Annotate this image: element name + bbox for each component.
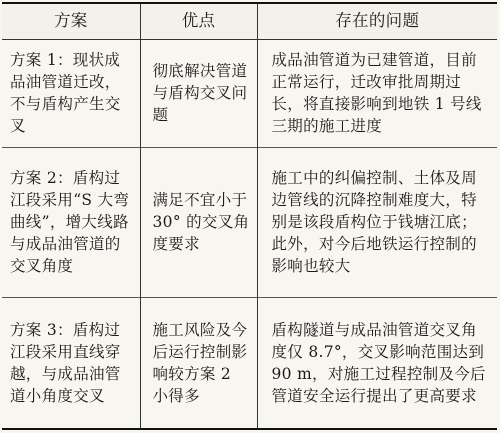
table-header [2,3,497,39]
advantage-cell: 满足不宜小于 30° 的交叉角度要求 [140,147,257,297]
table-row [2,39,497,147]
header-scheme: 方案 [2,3,140,39]
scheme-cell: 方案 2：盾构过江段采用“S 大弯曲线”，增大线路与成品油管道的交叉角度 [2,147,140,297]
comparison-table-container [2,2,497,430]
header-row [2,3,497,39]
table-row [2,147,497,297]
scheme-comparison-table [2,2,497,430]
issue-cell: 成品油管道为已建管道，目前正常运行，迁改审批周期过长，将直接影响到地铁 1 号线三期的施工进度 [257,39,497,147]
table-body [2,39,497,429]
issue-cell: 施工中的纠偏控制、土体及周边管线的沉降控制难度大，特别是该段盾构位于钱塘江底；此外，对今后地铁运行控制的影响也较大 [257,147,497,297]
table-row [2,298,497,429]
header-issue: 存在的问题 [257,3,497,39]
scheme-cell: 方案 1：现状成品油管道迁改，不与盾构产生交叉 [2,39,140,147]
advantage-cell: 施工风险及今后运行控制影响较方案 2 小得多 [140,298,257,429]
advantage-cell: 彻底解决管道与盾构交叉问题 [140,39,257,147]
scheme-cell: 方案 3：盾构过江段采用直线穿越，与成品油管道小角度交叉 [2,298,140,429]
header-advantage: 优点 [140,3,257,39]
issue-cell: 盾构隧道与成品油管道交叉角度仅 8.7°，交叉影响范围达到 90 m，对施工过程控制及今后管道安全运行提出了更高要求 [257,298,497,429]
